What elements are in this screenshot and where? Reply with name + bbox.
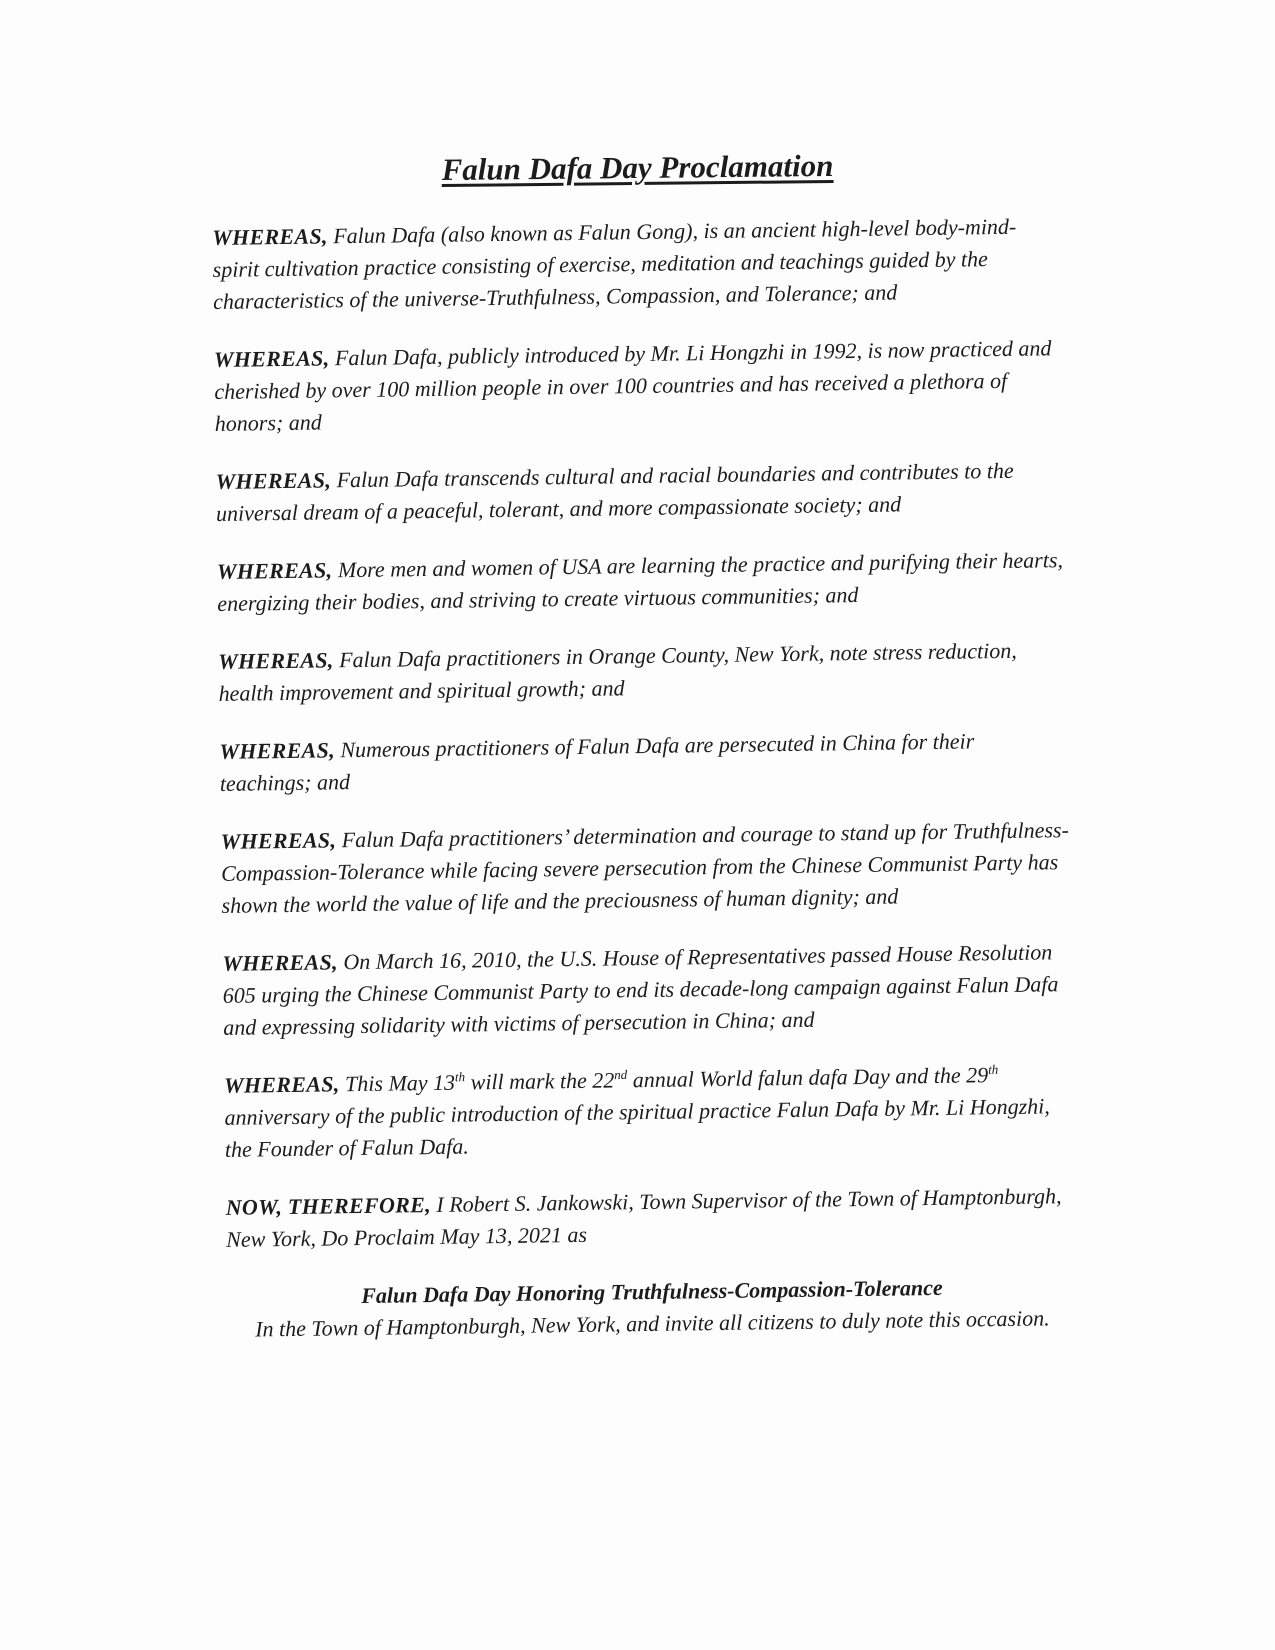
whereas-label: WHEREAS, <box>216 557 333 584</box>
paragraph-text: Falun Dafa transcends cultural and racial boundaries and contributes to the universal dream of a peaceful, tolerant, and more compassionate society; and <box>215 457 1014 526</box>
page-title: Falun Dafa Day Proclamation <box>441 147 834 188</box>
now-therefore-label: NOW, THEREFORE, <box>225 1192 432 1220</box>
paragraph-text: Falun Dafa practitioners in Orange County, New York, note stress reduction, health improvement and spiritual growth; and <box>218 637 1017 706</box>
paragraph-text-part: will mark the 22 <box>464 1067 615 1095</box>
whereas-label: WHEREAS, <box>215 467 332 494</box>
closing-text: In the Town of Hamptonburgh, New York, and invite all citizens to duly note this occasion. <box>255 1305 1050 1342</box>
closing-title: Falun Dafa Day Honoring Truthfulness-Compassion-Tolerance <box>361 1274 943 1309</box>
proclamation-paragraph <box>226 1180 1077 1256</box>
ordinal-suffix: nd <box>614 1066 628 1083</box>
whereas-paragraph-7 <box>220 814 1071 922</box>
whereas-label: WHEREAS, <box>220 827 337 854</box>
whereas-paragraph-8 <box>222 936 1073 1044</box>
paragraph-text: Falun Dafa, publicly introduced by Mr. Li Hongzhi in 1992, is now practiced and cherished by over 100 million people in over 100 countries and has received a plethora of honors; and <box>214 335 1052 436</box>
whereas-paragraph-4 <box>217 544 1068 620</box>
paragraph-text-part: This May 13 <box>344 1069 456 1097</box>
whereas-label: WHEREAS, <box>219 737 336 764</box>
closing-block <box>227 1270 1078 1346</box>
whereas-paragraph-5 <box>218 634 1069 710</box>
whereas-paragraph-6 <box>219 724 1070 800</box>
paragraph-text-part: annual World falun dafa Day and the 29 <box>627 1062 989 1093</box>
paragraph-text: Falun Dafa (also known as Falun Gong), is an ancient high-level body-mind-spirit cultivation practice consisting of exercise, meditation and teachings guided by the characteristics of the universe-Truthfulness, Compassion, and Tolerance; and <box>212 213 1017 314</box>
whereas-label: WHEREAS, <box>212 223 328 250</box>
whereas-paragraph-9 <box>224 1058 1075 1166</box>
ordinal-suffix: th <box>988 1061 999 1077</box>
paragraph-text: Falun Dafa practitioners’ determination and courage to stand up for Truthfulness-Compassion-Tolerance while facing severe persecution from the Chinese Communist Party has shown the world the value of life and the preciousness of human dignity; and <box>220 817 1069 918</box>
whereas-label: WHEREAS, <box>213 345 330 372</box>
whereas-label: WHEREAS, <box>223 1071 340 1098</box>
whereas-label: WHEREAS, <box>222 949 339 976</box>
paragraph-text: More men and women of USA are learning the practice and purifying their hearts, energizing their bodies, and striving to create virtuous communities; and <box>217 547 1064 616</box>
paragraph-text: Numerous practitioners of Falun Dafa are persecuted in China for their teachings; and <box>219 728 975 796</box>
paragraph-text: On March 16, 2010, the U.S. House of Representatives passed House Resolution 605 urging the Chinese Communist Party to end its decade-long campaign against Falun Dafa and expressing solidarity with victims of persecution in China; and <box>222 939 1059 1040</box>
paragraph-text: I Robert S. Jankowski, Town Supervisor of the Town of Hamptonburgh, New York, Do Proclaim May 13, 2021 as <box>226 1183 1062 1252</box>
whereas-paragraph-1 <box>212 210 1063 318</box>
paragraph-text-part: anniversary of the public introduction of the spiritual practice Falun Dafa by Mr. Li Hongzhi, the Founder of Falun Dafa. <box>224 1093 1050 1162</box>
ordinal-suffix: th <box>454 1069 466 1085</box>
whereas-paragraph-2 <box>214 332 1065 440</box>
proclamation-body <box>212 210 1078 1346</box>
whereas-label: WHEREAS, <box>217 647 334 674</box>
whereas-paragraph-3 <box>215 454 1066 530</box>
